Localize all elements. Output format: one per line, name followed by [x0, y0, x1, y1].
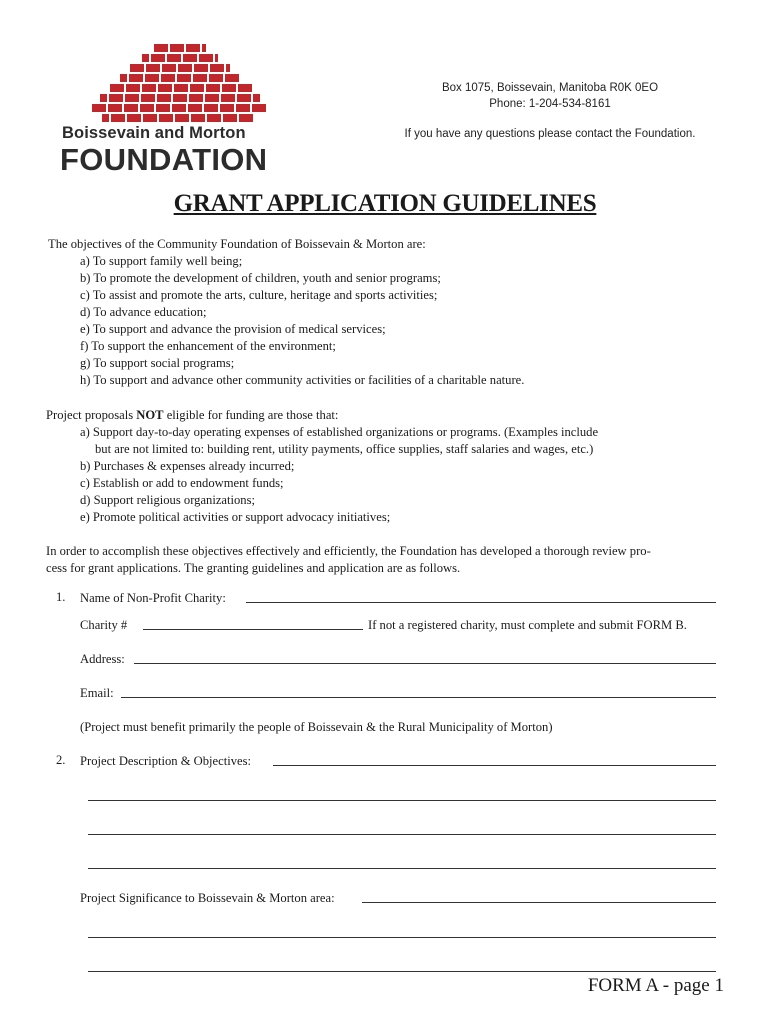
- logo-brick: [120, 74, 127, 82]
- logo-brick: [140, 104, 154, 112]
- project-description-field-line[interactable]: [88, 868, 716, 869]
- question-number: 1.: [56, 590, 66, 604]
- not-eligible-item: b) Purchases & expenses already incurred;: [80, 459, 295, 473]
- logo-brick: [173, 94, 187, 102]
- logo-brick: [125, 94, 139, 102]
- logo-brick: [189, 94, 203, 102]
- logo-text-line1: Boissevain and Morton: [62, 124, 246, 142]
- logo-brick: [236, 104, 250, 112]
- not-eligible-item: a) Support day-to-day operating expenses of established organizations or programs. (Examples include: [80, 425, 599, 439]
- logo-brick: [190, 84, 204, 92]
- logo-brick: [253, 94, 260, 102]
- email-field[interactable]: [121, 697, 716, 698]
- logo-brick: [175, 114, 189, 122]
- logo-brick: [199, 54, 213, 62]
- logo-brick: [239, 114, 253, 122]
- logo-brick: [252, 104, 266, 112]
- logo-brick: [142, 84, 156, 92]
- logo-brick: [174, 84, 188, 92]
- logo-brick: [191, 114, 205, 122]
- not-eligible-item-continued: but are not limited to: building rent, utility payments, office supplies, staff salaries and wages, etc.): [95, 442, 594, 456]
- objectives-intro: The objectives of the Community Foundation of Boissevain & Morton are:: [48, 237, 426, 251]
- logo-brick: [186, 44, 200, 52]
- logo-brick: [220, 104, 234, 112]
- project-significance-field[interactable]: [362, 902, 716, 903]
- logo-brick: [110, 84, 124, 92]
- project-description-field-line[interactable]: [88, 834, 716, 835]
- logo-brick: [215, 54, 218, 62]
- page-footer: FORM A - page 1: [587, 975, 724, 996]
- logo-brick: [205, 94, 219, 102]
- logo-brick: [100, 94, 107, 102]
- logo-brick: [158, 84, 172, 92]
- project-significance-label: Project Significance to Boissevain & Morton area:: [80, 891, 335, 905]
- logo-brick: [221, 94, 235, 102]
- objective-item: g) To support social programs;: [80, 356, 235, 370]
- contact-address: Box 1075, Boissevain, Manitoba R0K 0EO: [441, 82, 659, 94]
- logo-brick: [146, 64, 160, 72]
- logo-brick: [162, 64, 176, 72]
- logo-brick: [151, 54, 165, 62]
- not-eligible-item: c) Establish or add to endowment funds;: [80, 476, 284, 490]
- logo-brick: [159, 114, 173, 122]
- logo-brick: [223, 114, 237, 122]
- logo-brick: [207, 114, 221, 122]
- logo-brick: [109, 94, 123, 102]
- logo-brick: [183, 54, 197, 62]
- objective-item: h) To support and advance other community activities or facilities of a charitable nature.: [80, 373, 525, 387]
- project-description-field[interactable]: [273, 765, 716, 766]
- logo-brick: [222, 84, 236, 92]
- objective-item: b) To promote the development of children, youth and senior programs;: [80, 271, 441, 285]
- logo-brick: [127, 114, 141, 122]
- logo-brick: [126, 84, 140, 92]
- logo-brick: [204, 104, 218, 112]
- logo-brick: [178, 64, 192, 72]
- logo-brick: [188, 104, 202, 112]
- logo-brick: [130, 64, 144, 72]
- logo-brick: [238, 84, 252, 92]
- not-eligible-item: d) Support religious organizations;: [80, 493, 256, 507]
- not-eligible-intro-after: eligible for funding are those that:: [163, 408, 339, 422]
- contact-phone: Phone: 1-204-534-8161: [489, 98, 611, 110]
- benefit-note: (Project must benefit primarily the people of Boissevain & the Rural Municipality of Morton): [80, 720, 553, 734]
- logo-brick: [210, 64, 224, 72]
- project-significance-field-line[interactable]: [88, 937, 716, 938]
- project-description-field-line[interactable]: [88, 800, 716, 801]
- logo-brick: [92, 104, 106, 112]
- address-label: Address:: [80, 652, 125, 666]
- logo-brick: [209, 74, 223, 82]
- address-field[interactable]: [134, 663, 716, 664]
- not-eligible-item: e) Promote political activities or support advocacy initiatives;: [80, 510, 391, 524]
- logo-brick: [225, 74, 239, 82]
- objective-item: f) To support the enhancement of the environment;: [80, 339, 336, 353]
- logo-brick: [167, 54, 181, 62]
- not-eligible-intro-bold: NOT: [136, 408, 164, 422]
- charity-name-label: Name of Non-Profit Charity:: [80, 591, 226, 605]
- process-paragraph-line2: cess for grant applications. The granting guidelines and application are as follows.: [46, 561, 461, 575]
- logo-brick: [194, 64, 208, 72]
- logo-brick: [177, 74, 191, 82]
- not-eligible-intro-before: Project proposals: [46, 408, 137, 422]
- question-number: 2.: [56, 753, 66, 767]
- process-paragraph-line1: In order to accomplish these objectives effectively and efficiently, the Foundation has developed a thorough review pro-: [46, 544, 651, 558]
- logo-brick: [161, 74, 175, 82]
- logo-brick: [172, 104, 186, 112]
- logo-brick: [141, 94, 155, 102]
- logo-brick: [193, 74, 207, 82]
- logo-brick: [124, 104, 138, 112]
- brick-pyramid-icon: [92, 44, 268, 126]
- charity-number-note: If not a registered charity, must complete and submit FORM B.: [368, 618, 687, 632]
- logo-brick: [170, 44, 184, 52]
- foundation-logo: [58, 40, 288, 180]
- logo-brick: [156, 104, 170, 112]
- objective-item: e) To support and advance the provision of medical services;: [80, 322, 386, 336]
- logo-brick: [145, 74, 159, 82]
- not-eligible-intro: [46, 407, 338, 423]
- logo-brick: [206, 84, 220, 92]
- objective-item: c) To assist and promote the arts, culture, heritage and sports activities;: [80, 288, 438, 302]
- contact-questions: If you have any questions please contact the Foundation.: [404, 128, 696, 140]
- logo-text-line2: FOUNDATION: [60, 142, 268, 177]
- project-significance-field-line[interactable]: [88, 971, 716, 972]
- logo-brick: [154, 44, 168, 52]
- objective-item: d) To advance education;: [80, 305, 207, 319]
- logo-brick: [143, 114, 157, 122]
- logo-brick: [226, 64, 230, 72]
- charity-name-field[interactable]: [246, 602, 716, 603]
- logo-brick: [111, 114, 125, 122]
- charity-number-label: Charity #: [80, 618, 128, 632]
- charity-number-field[interactable]: [143, 629, 363, 630]
- logo-brick: [142, 54, 149, 62]
- logo-brick: [157, 94, 171, 102]
- email-label: Email:: [80, 686, 114, 700]
- page-title: GRANT APPLICATION GUIDELINES: [173, 190, 597, 217]
- logo-brick: [108, 104, 122, 112]
- logo-brick: [129, 74, 143, 82]
- logo-brick: [202, 44, 206, 52]
- logo-brick: [102, 114, 109, 122]
- project-description-label: Project Description & Objectives:: [80, 754, 252, 768]
- logo-brick: [237, 94, 251, 102]
- objective-item: a) To support family well being;: [80, 254, 243, 268]
